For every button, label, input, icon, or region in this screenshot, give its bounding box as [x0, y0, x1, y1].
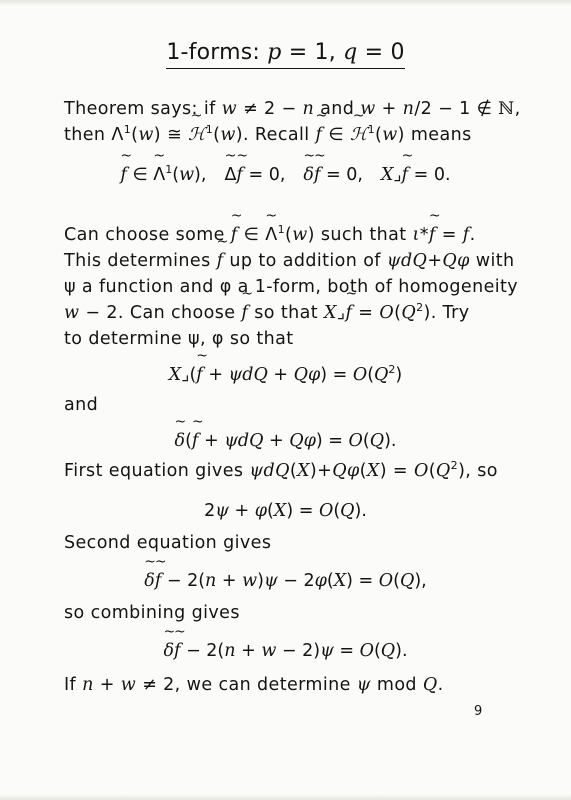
scan-bottom-edge [0, 794, 571, 800]
construction-line-1: Can choose some ~ f ∈ ~ $\Lambda^1(w)$ such that ι*~ f = f. [64, 222, 476, 248]
construction-line-5: to determine ψ, φ so that [64, 329, 294, 349]
equation-5: ~ δ~ f − 2(n + w − 2)ψ = O(Q). [0, 638, 571, 664]
and-word: and [64, 395, 99, 415]
scan-top-edge [0, 0, 571, 6]
conclusion-line: If n + w ≠ 2, we can determine ψ mod Q. [64, 675, 444, 695]
combining-text: so combining gives [64, 603, 240, 623]
equation-2: ~ δ(~ f + ψdQ + Qφ) = O(Q). [0, 428, 571, 454]
construction-line-4: w − 2. Can choose ~ f so that X⌟~ $f = O(Q^2)$. Try [64, 300, 470, 326]
equation-3: 2ψ + φ(X) = O(Q). [204, 501, 367, 521]
first-equation-text: First equation gives $\psi dQ(X)+Q\varphi(X) = O(Q^2)$, so [64, 459, 498, 481]
equation-1: X⌟(~ $f + \psi dQ + Q\varphi) = O(Q^2)$ [0, 362, 571, 388]
construction-line-2: This determines ~ f up to addition of ψdQ+Qφ with [64, 248, 515, 274]
slide-title-row [0, 40, 571, 69]
theorem-line-1: Theorem says: if w ≠ 2 − n and w + n/2 − 1 ∉ ℕ, [64, 99, 521, 119]
slide-title: 1-forms: p = 1, q = 0 [166, 40, 404, 69]
theorem-line-2: then $\Lambda^1(w)$ ≅ ~ ℋ$^1$(w). Recall ~ f ∈ ~ ℋ$^1$(w) means [64, 122, 472, 148]
page-number: 9 [474, 704, 483, 719]
construction-line-3: ψ a function and φ a 1-form, both of homogeneity [64, 277, 519, 297]
second-equation-text: Second equation gives [64, 533, 272, 553]
equation-4: ~ δ~ f − 2(n + w)ψ − 2φ(X) = O(Q), [0, 568, 571, 594]
theorem-conditions: ~ f ∈ ~ $\Lambda^1(w),\sim$ Δ~ f = 0,~ δ~ f = 0, X⌟~ f = 0. [0, 162, 571, 188]
